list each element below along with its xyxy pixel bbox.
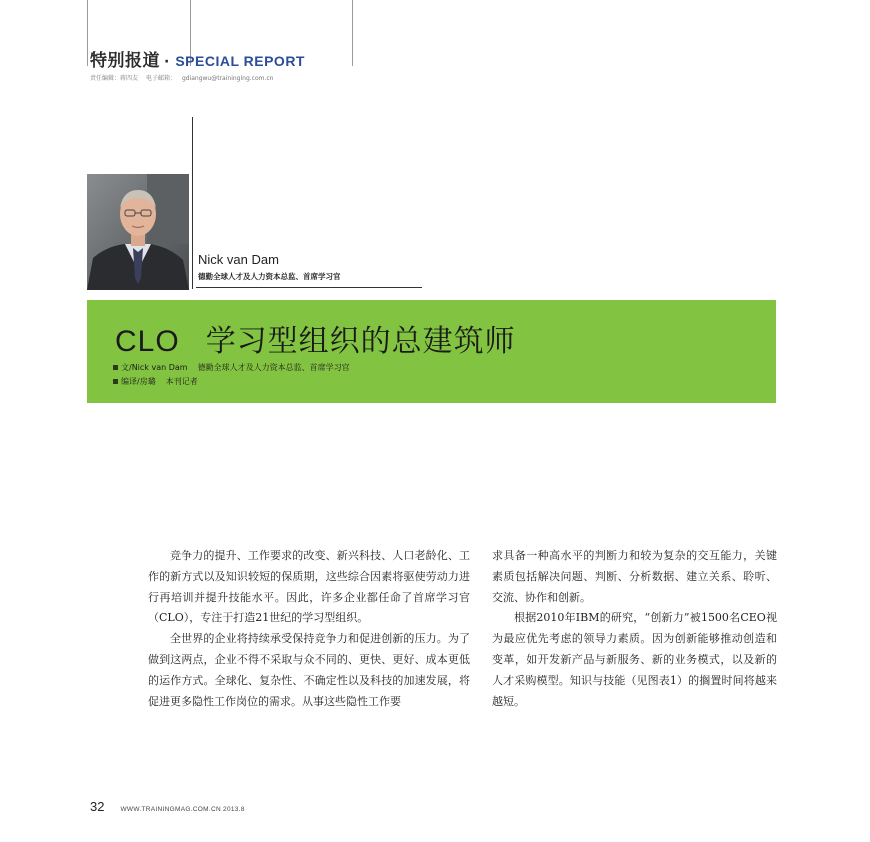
credit-translator-role: 本刊记者 (165, 377, 198, 386)
editor-info (90, 73, 280, 82)
article-title-en: CLO (115, 325, 180, 358)
credit-author-label: 文/Nick van Dam (121, 363, 188, 372)
body-column-right (492, 546, 777, 712)
top-rule-left (87, 0, 88, 66)
credit-translator-label: 编译/房璐 (121, 377, 156, 386)
bullet-square-icon (113, 365, 118, 370)
section-title-cn: 特别报道 (90, 51, 160, 71)
paragraph: 根据2010年IBM的研究，“创新力”被1500名CEO视为最应优先考虑的领导力素质。因为创新能够推动创造和变革，如开发新产品与新服务、新的业务模式，以及新的人才采购模型。知识与技能（见图表1）的搁置时间将越来越短。 (492, 611, 777, 708)
credit-author (113, 362, 350, 373)
paragraph: 全世界的企业将持续承受保持竞争力和促进创新的压力。为了做到这两点，企业不得不采取与众不同的、更快、更好、成本更低的运作方式。全球化、复杂性、不确定性以及科技的加速发展，将促进更多隐性工作岗位的需求。从事这些隐性工作要 (148, 632, 470, 708)
section-header (90, 46, 305, 71)
editor-email: gdiangwu@traininging.com.cn (181, 75, 274, 82)
article-title (115, 316, 516, 360)
article-title-cn: 学习型组织的总建筑师 (205, 324, 516, 359)
credit-translator (113, 376, 198, 387)
credit-author-role: 德勤全球人才及人力资本总监、首席学习官 (197, 363, 350, 372)
footer-url: WWW.TRAININGMAG.COM.CN 2013.8 (120, 806, 245, 813)
editor-label: 责任编辑：蒋四友 (90, 75, 139, 82)
title-banner (87, 300, 776, 403)
email-label: 电子邮箱： (145, 75, 176, 82)
section-title-en: SPECIAL REPORT (175, 53, 305, 69)
top-rule-right (352, 0, 353, 66)
author-rule-vertical (192, 117, 193, 289)
author-title: 德勤全球人才及人力资本总监、首席学习官 (198, 272, 341, 281)
author-underline (196, 287, 422, 288)
section-separator: · (164, 54, 170, 70)
paragraph: 求具备一种高水平的判断力和较为复杂的交互能力，关键素质包括解决问题、判断、分析数据、建立关系、聆听、交流、协作和创新。 (492, 549, 777, 604)
page-number: 32 (90, 799, 105, 814)
body-column-left (148, 546, 470, 712)
paragraph: 竞争力的提升、工作要求的改变、新兴科技、人口老龄化、工作的新方式以及知识较短的保质期，这些综合因素将驱使劳动力进行再培训并提升技能水平。因此，许多企业都任命了首席学习官（CLO），专注于打造21世纪的学习型组织。 (148, 549, 470, 625)
author-photo (87, 174, 189, 290)
bullet-square-icon (113, 379, 118, 384)
author-name: Nick van Dam (198, 252, 279, 267)
page-footer (90, 799, 245, 814)
